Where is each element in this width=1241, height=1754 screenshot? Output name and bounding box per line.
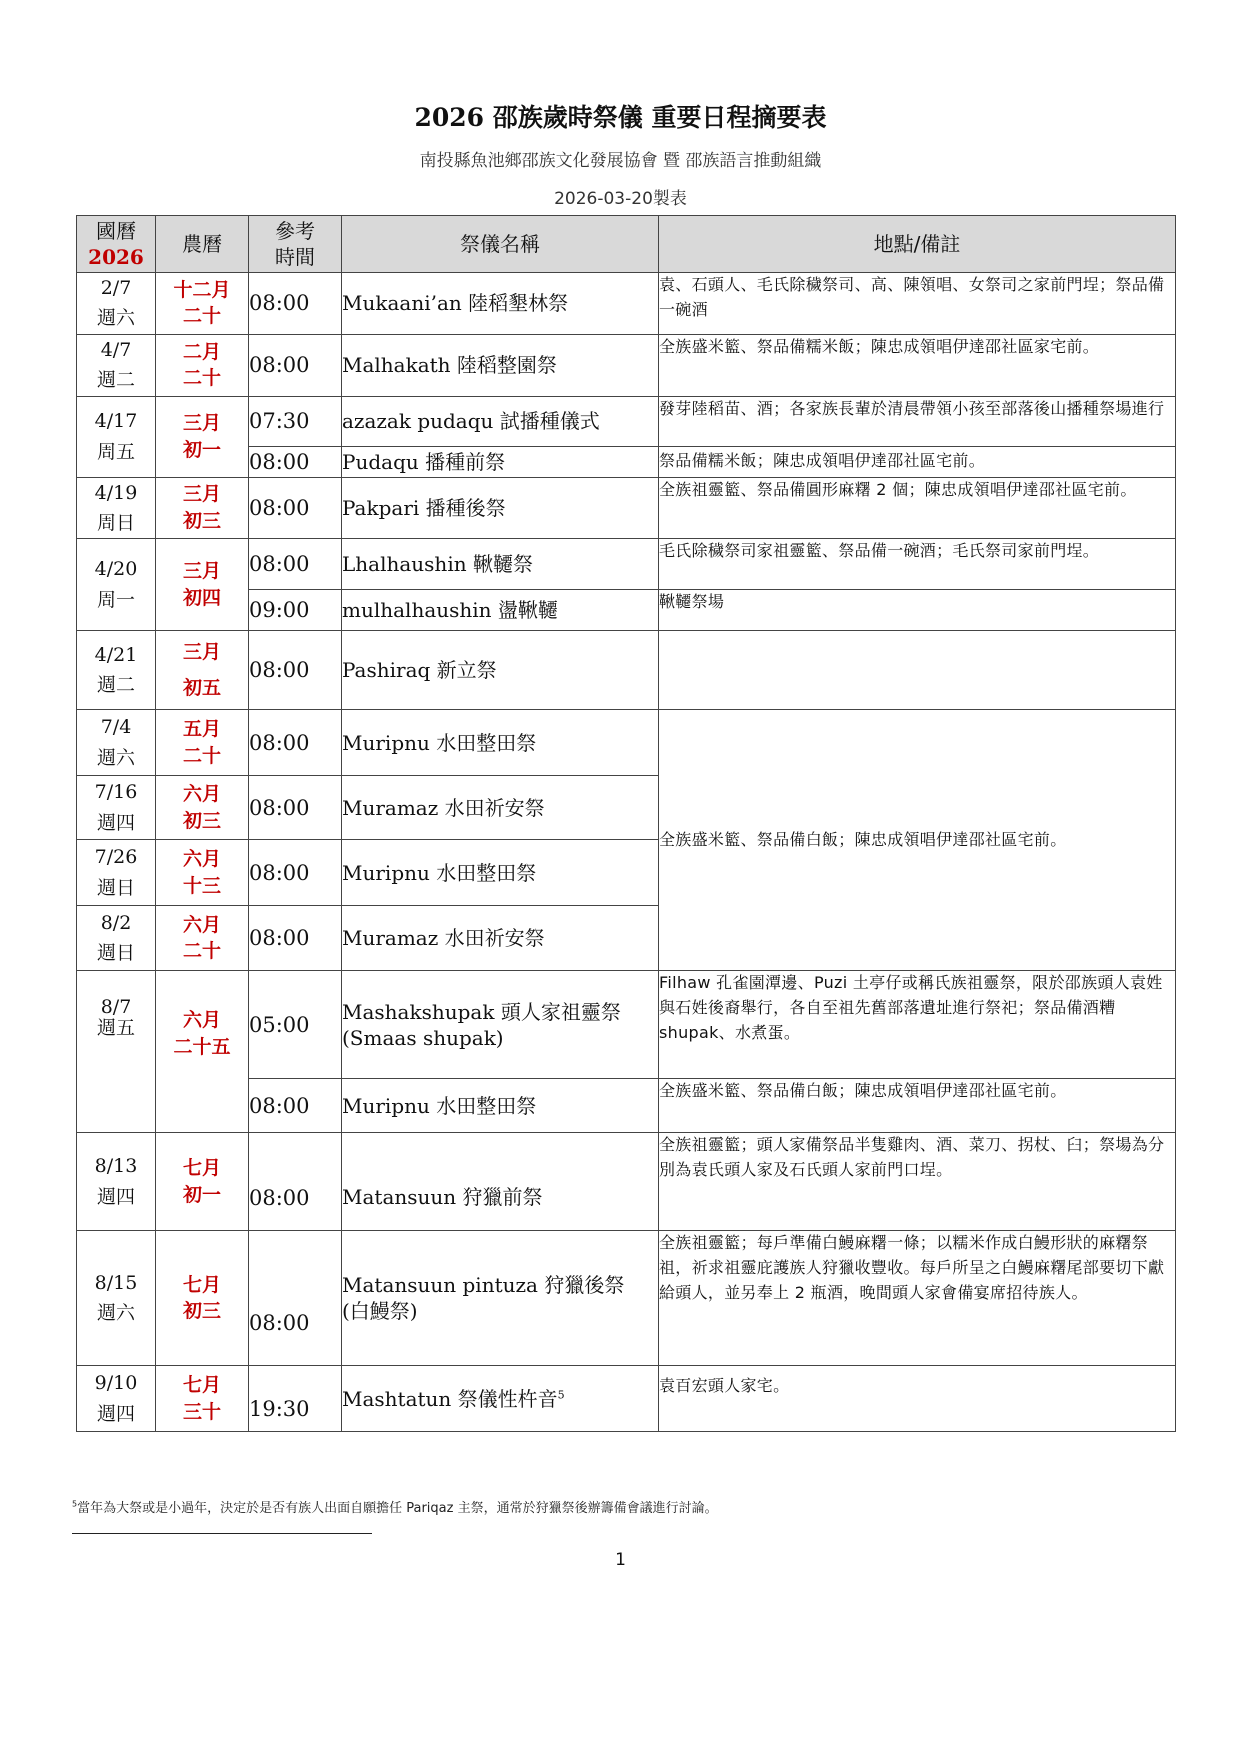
weekday-text: 週四 [96,1402,135,1425]
time-cell: 09:00 [249,590,342,631]
date-text: 8/15 [94,1271,138,1294]
table-row [77,1366,1176,1432]
time-cell: 08:00 [249,1133,342,1231]
header-gregorian [77,216,156,273]
date-text: 4/19 [94,481,138,504]
ceremony-name: Pashiraq 新立祭 [342,631,659,710]
weekday-text: 週六 [96,1302,135,1325]
lunar-month: 三月 [182,560,221,583]
footnote [72,1497,1172,1516]
note-cell: 全族祖靈籃；頭人家備祭品半隻雞肉、酒、菜刀、拐杖、臼；祭場為分別為袁氏頭人家及石氏頭人家前門口埕。 [659,1133,1176,1231]
ceremony-name: Muramaz 水田祈安祭 [342,776,659,840]
note-cell: 全族祖靈籃、祭品備圓形麻糬 2 個；陳忠成領唱伊達邵社區宅前。 [659,477,1176,539]
time-cell: 08:00 [249,273,342,335]
ceremony-name: Muramaz 水田祈安祭 [342,906,659,971]
date-text: 4/17 [94,410,138,433]
table-row [77,477,1176,539]
header-lunar: 農曆 [156,216,249,273]
lunar-month: 七月 [182,1273,221,1296]
time-cell: 08:00 [249,1231,342,1366]
header-name: 祭儀名稱 [342,216,659,273]
date-text: 7/26 [94,846,138,869]
ceremony-name-text: Mashtatun 祭儀性杵音 [342,1386,558,1411]
lunar-day: 初一 [182,1183,221,1206]
note-cell: 全族盛米籃、祭品備糯米飯；陳忠成領唱伊達邵社區家宅前。 [659,334,1176,396]
ceremony-name [342,1366,659,1432]
note-cell: 祭品備糯米飯；陳忠成領唱伊達邵社區宅前。 [659,446,1176,477]
note-cell: 毛氏除穢祭司家祖靈籃、祭品備一碗酒；毛氏祭司家前門埕。 [659,539,1176,590]
note-cell: 鞦韆祭場 [659,590,1176,631]
lunar-day: 十三 [182,874,221,897]
weekday-text: 週二 [96,674,135,697]
date-text: 7/16 [94,781,138,804]
time-cell: 19:30 [249,1366,342,1432]
lunar-cell [156,1231,249,1366]
lunar-cell [156,1133,249,1231]
lunar-month: 六月 [182,848,221,871]
lunar-day: 初三 [182,1300,221,1323]
lunar-day: 初一 [182,438,221,461]
ceremony-name: Muripnu 水田整田祭 [342,840,659,906]
time-cell: 08:00 [249,776,342,840]
lunar-cell [156,273,249,335]
date-text: 9/10 [94,1372,138,1395]
date-text: 7/4 [100,716,132,739]
time-cell: 08:00 [249,840,342,906]
document-date: 2026-03-20製表 [554,189,687,209]
lunar-cell [156,631,249,710]
lunar-cell [156,539,249,631]
weekday-text: 週日 [96,876,135,899]
lunar-day: 初三 [182,809,221,832]
table-row [77,273,1176,335]
weekday-text: 周五 [96,440,135,463]
date-cell [77,1231,156,1366]
lunar-day: 初五 [182,677,221,700]
date-cell [77,631,156,710]
lunar-month: 十二月 [173,278,231,301]
date-cell [77,334,156,396]
lunar-day: 三十 [182,1400,221,1423]
footnote-marker: 5 [72,1499,78,1509]
lunar-month: 五月 [182,718,221,741]
lunar-cell [156,396,249,477]
document-subtitle: 南投縣魚池鄉邵族文化發展協會 暨 邵族語言推動組織 [419,151,822,171]
date-text: 4/21 [94,643,138,666]
time-cell: 08:00 [249,710,342,776]
note-cell: 袁、石頭人、毛氏除穢祭司、高、陳領唱、女祭司之家前門埕；祭品備一碗酒 [659,273,1176,335]
footnote-text: 當年為大祭或是小過年，決定於是否有族人出面自願擔任 Pariqaz 主祭，通常於狩獵祭後辦籌備會議進行討論。 [77,1501,718,1516]
table-row [77,971,1176,1079]
table-row [77,1231,1176,1366]
lunar-cell [156,971,249,1133]
ceremony-name-line2: (Smaas shupak) [342,1025,504,1050]
table-row [77,631,1176,710]
footnote-divider [72,1533,372,1534]
time-cell: 08:00 [249,631,342,710]
lunar-month: 二月 [182,340,221,363]
lunar-day: 二十 [182,367,221,390]
time-cell: 07:30 [249,396,342,446]
table-row [77,710,1176,776]
note-cell: 全族盛米籃、祭品備白飯；陳忠成領唱伊達邵社區宅前。 [659,710,1176,971]
time-cell: 08:00 [249,477,342,539]
date-text: 4/20 [94,558,138,581]
lunar-month: 六月 [182,783,221,806]
time-cell: 08:00 [249,334,342,396]
date-cell [77,776,156,840]
note-cell: 袁百宏頭人家宅。 [659,1366,1176,1432]
note-cell: 全族盛米籃、祭品備白飯；陳忠成領唱伊達邵社區宅前。 [659,1079,1176,1133]
ceremony-name: Muripnu 水田整田祭 [342,710,659,776]
header-gregorian-label: 國曆 [96,219,136,243]
lunar-month: 六月 [182,913,221,936]
ceremony-name-line1: Mashakshupak 頭人家祖靈祭 [342,999,621,1024]
document-title: 2026 邵族歲時祭儀 重要日程摘要表 [414,103,827,132]
weekday-text: 週四 [96,811,135,834]
time-cell: 08:00 [249,1079,342,1133]
ceremony-name: azazak pudaqu 試播種儀式 [342,396,659,446]
ceremony-name: Mukaani’an 陸稻墾林祭 [342,273,659,335]
lunar-cell [156,906,249,971]
note-cell [659,631,1176,710]
ceremony-name-line1: Matansuun pintuza 狩獵後祭 [342,1273,625,1298]
lunar-day: 二十五 [173,1035,231,1058]
date-cell [77,840,156,906]
table-row [77,334,1176,396]
lunar-cell [156,710,249,776]
ceremony-name: mulhalhaushin 盪鞦韆 [342,590,659,631]
ceremony-name: Muripnu 水田整田祭 [342,1079,659,1133]
schedule-table [76,215,1176,1432]
weekday-text: 週六 [96,746,135,769]
ceremony-name: Malhakath 陸稻整園祭 [342,334,659,396]
weekday-text: 週五 [96,1017,135,1040]
note-cell: 發芽陸稻苗、酒；各家族長輩於清晨帶領小孩至部落後山播種祭場進行 [659,396,1176,446]
lunar-day: 二十 [182,940,221,963]
lunar-cell [156,477,249,539]
note-cell: 全族祖靈籃；每戶準備白鰻麻糬一條；以糯米作成白鰻形狀的麻糬祭祖，祈求祖靈庇護族人狩獵收豐收。每戶所呈之白鰻麻糬尾部要切下獻給頭人，並另奉上 2 瓶酒，晚間頭人家會備宴席招待族人。 [659,1231,1176,1366]
date-cell [77,539,156,631]
date-text: 2/7 [100,277,132,299]
table-row [77,396,1176,446]
date-text: 4/7 [100,338,132,361]
lunar-cell [156,334,249,396]
lunar-month: 七月 [182,1374,221,1397]
lunar-day: 初四 [182,586,221,609]
lunar-month: 七月 [182,1157,221,1180]
date-cell [77,1366,156,1432]
ceremony-name: Lhalhaushin 鞦韆祭 [342,539,659,590]
date-cell [77,1133,156,1231]
date-cell [77,273,156,335]
header-year: 2026 [88,245,144,269]
time-cell: 08:00 [249,446,342,477]
footnote-ref: 5 [557,1388,565,1402]
header-row [77,216,1176,273]
lunar-cell [156,840,249,906]
ceremony-name [342,1231,659,1366]
lunar-month: 六月 [182,1009,221,1032]
weekday-text: 周一 [96,588,135,611]
date-text: 8/2 [100,911,132,934]
header-time [249,216,342,273]
date-cell [77,396,156,477]
date-cell [77,477,156,539]
lunar-cell [156,776,249,840]
lunar-day: 二十 [182,305,221,328]
table-row [77,539,1176,590]
lunar-month: 三月 [182,483,221,506]
table-row [77,1133,1176,1231]
ceremony-name: Pakpari 播種後祭 [342,477,659,539]
weekday-text: 周日 [96,511,135,534]
time-cell: 05:00 [249,971,342,1079]
lunar-month: 三月 [182,411,221,434]
date-cell [77,710,156,776]
ceremony-name: Pudaqu 播種前祭 [342,446,659,477]
date-cell [77,971,156,1133]
lunar-cell [156,1366,249,1432]
time-cell: 08:00 [249,906,342,971]
header-time-bottom: 時間 [275,245,315,269]
weekday-text: 週二 [96,369,135,392]
date-text: 8/7 [100,996,132,1019]
lunar-day: 二十 [182,744,221,767]
date-text: 8/13 [94,1155,138,1178]
lunar-month: 三月 [182,640,221,663]
note-cell: Filhaw 孔雀園潭邊、Puzi 土亭仔或稱氏族祖靈祭，限於邵族頭人袁姓與石姓後裔舉行，各自至祖先舊部落遺址進行祭祀；祭品備酒糟 shupak、水煮蛋。 [659,971,1176,1079]
lunar-day: 初三 [182,509,221,532]
header-time-top: 參考 [275,219,315,243]
date-cell [77,906,156,971]
weekday-text: 週四 [96,1185,135,1208]
page-number: 1 [615,1550,626,1570]
ceremony-name-line2: (白鰻祭) [342,1299,418,1324]
time-cell: 08:00 [249,539,342,590]
header-note: 地點/備註 [659,216,1176,273]
ceremony-name [342,971,659,1079]
ceremony-name: Matansuun 狩獵前祭 [342,1133,659,1231]
weekday-text: 週日 [96,942,135,965]
weekday-text: 週六 [96,307,135,330]
